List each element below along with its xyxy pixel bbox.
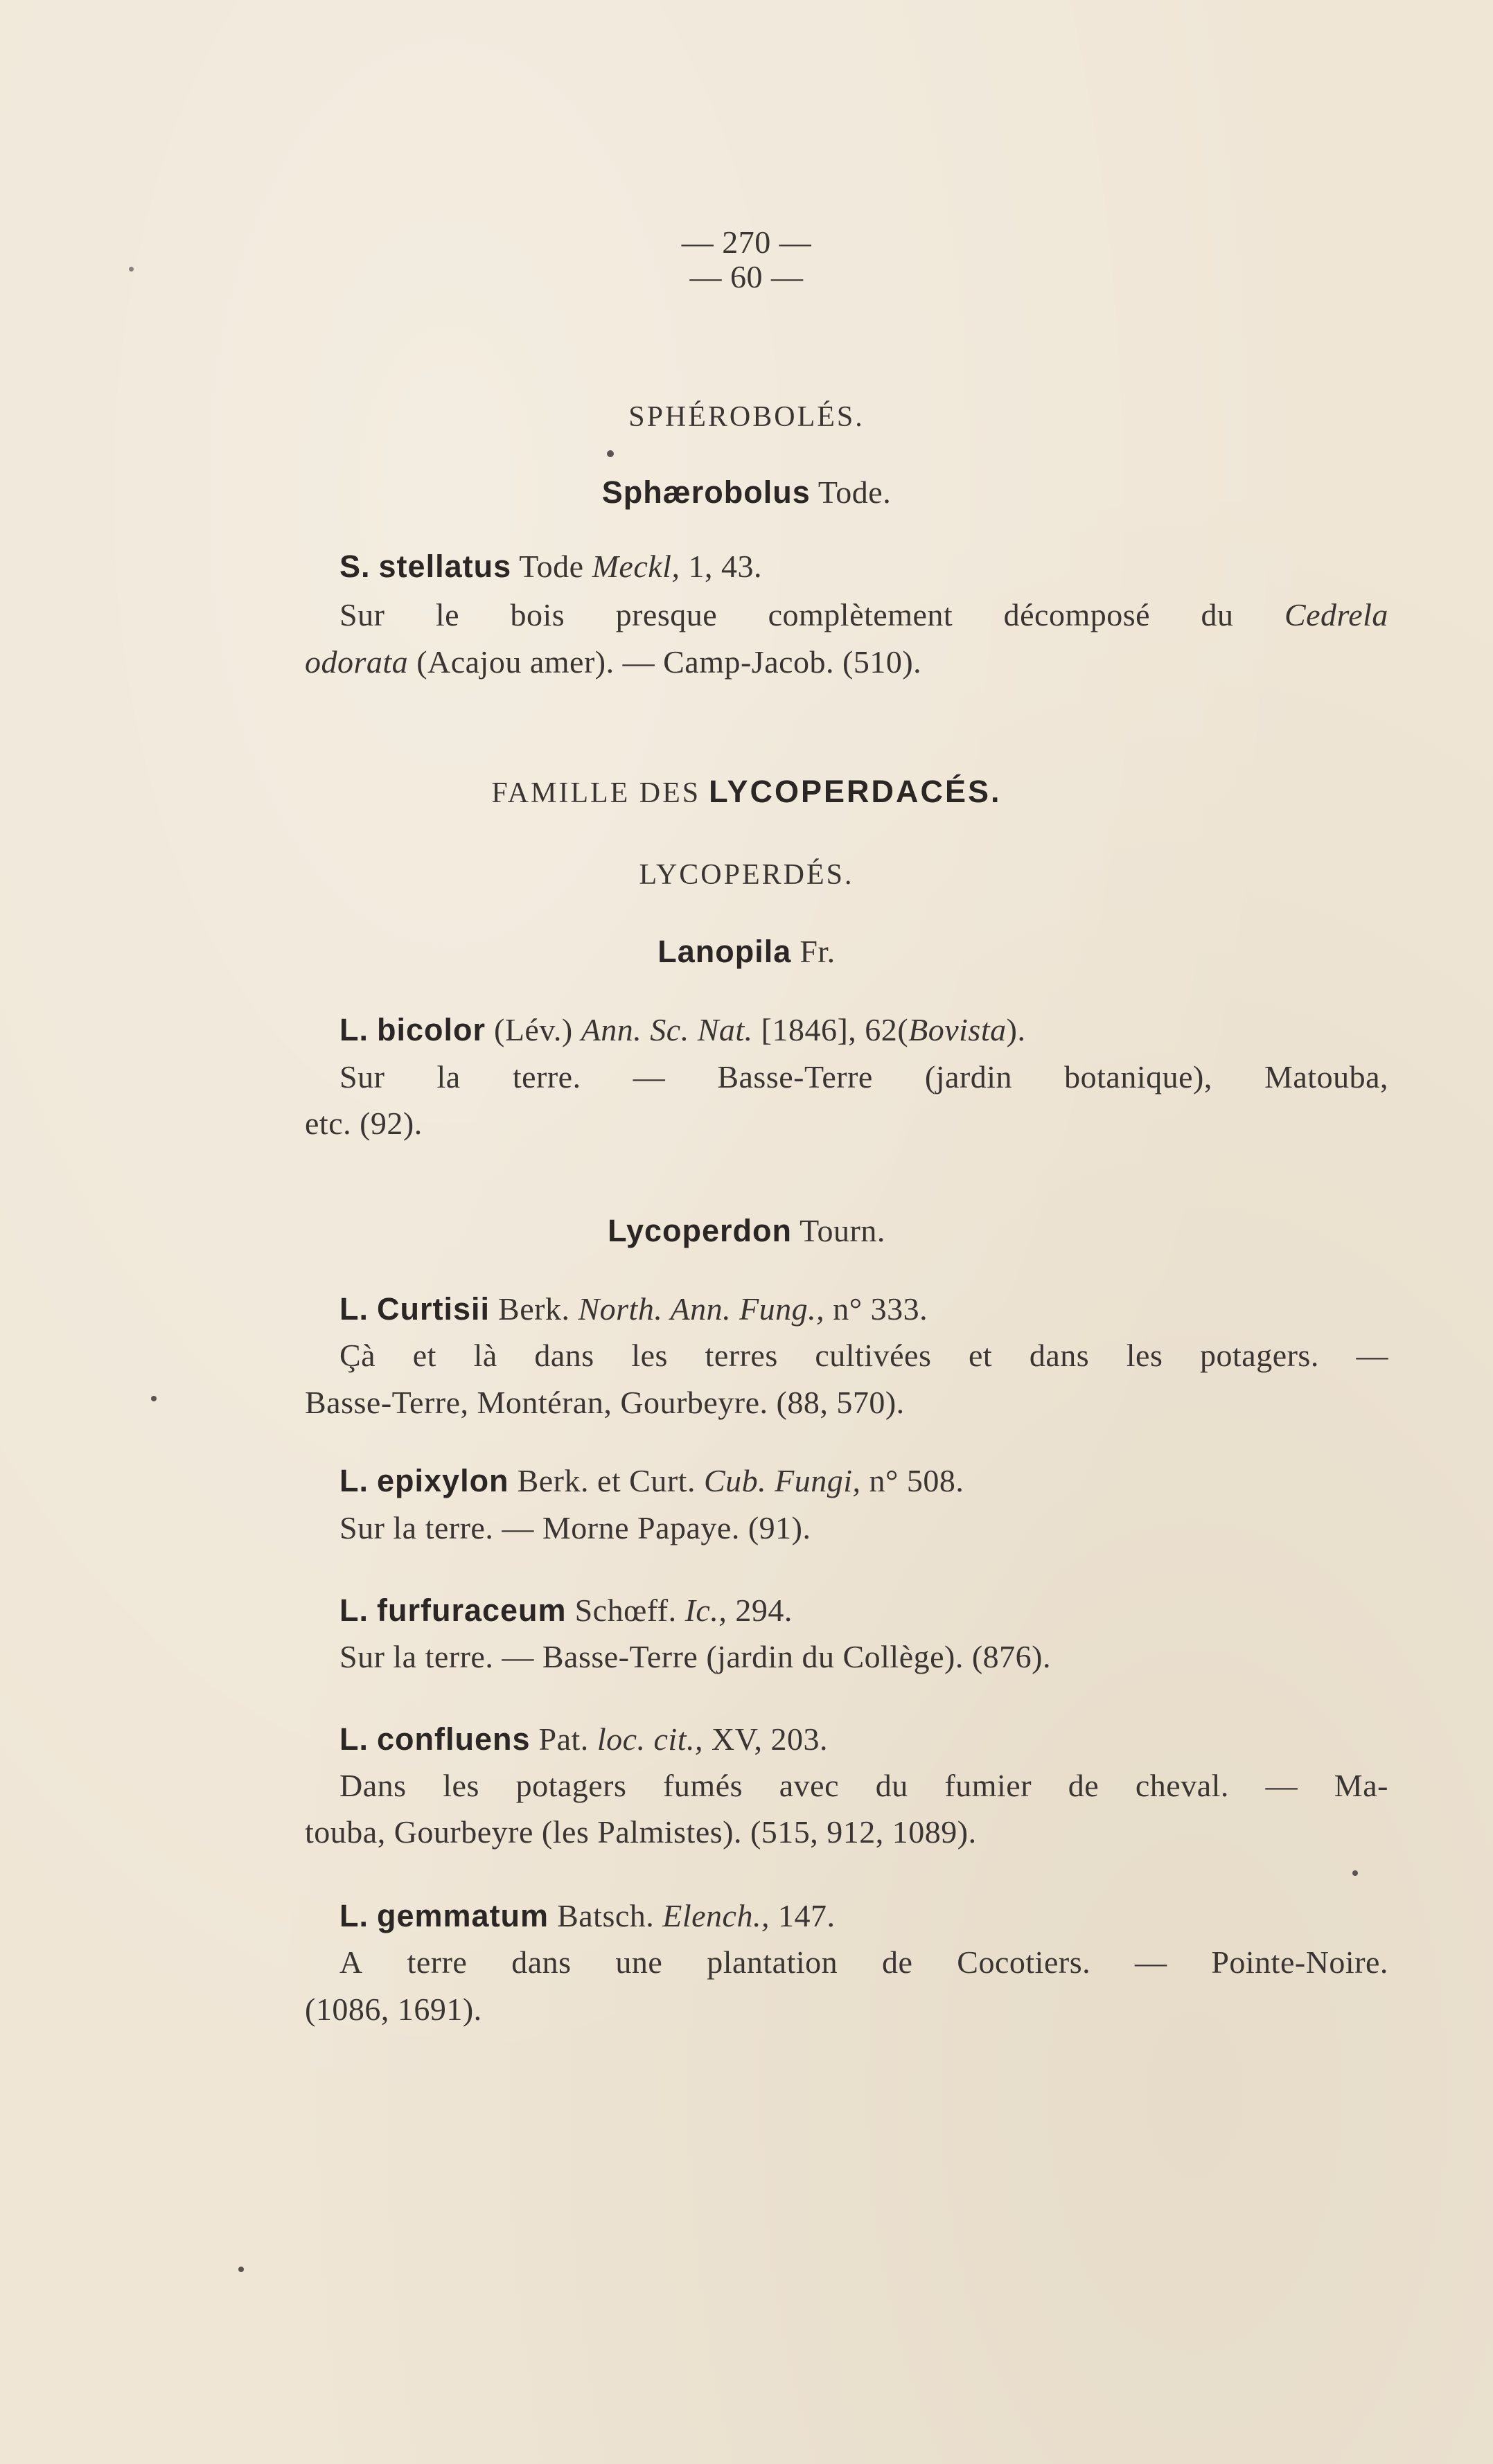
- word: Dans: [339, 1768, 407, 1803]
- word: de: [1068, 1768, 1099, 1803]
- word: dans: [1029, 1338, 1090, 1373]
- genus-author: Fr.: [799, 934, 836, 969]
- species-ref-italic: Cub. Fungi,: [703, 1463, 861, 1498]
- word: une: [615, 1944, 663, 1980]
- word: complètement: [768, 597, 953, 632]
- species-curtisii: [339, 1290, 928, 1329]
- word: (jardin: [924, 1059, 1013, 1094]
- word: potagers.: [1200, 1338, 1319, 1373]
- genus-lanopila: [0, 932, 1493, 971]
- genus-lycoperdon: [0, 1212, 1493, 1250]
- gemmatum-line2: [339, 1943, 1388, 1982]
- word: décomposé: [1003, 597, 1151, 632]
- word: et: [412, 1338, 436, 1373]
- word: —: [633, 1059, 666, 1094]
- species-ref-italic: loc. cit.,: [597, 1721, 703, 1757]
- species-ref-tail: 147.: [777, 1898, 836, 1933]
- species-author: Berk.: [498, 1291, 570, 1327]
- stellatus-line2: [339, 596, 1388, 635]
- species-ref-tail: 294.: [735, 1593, 793, 1628]
- species-confluens: [339, 1720, 828, 1759]
- word: les: [1126, 1338, 1163, 1373]
- genus-sphaerobolus: [0, 473, 1493, 512]
- species-bicolor: [339, 1011, 1025, 1049]
- print-speck: [238, 2267, 244, 2272]
- word: les: [631, 1338, 668, 1373]
- species-ref-italic: Ann. Sc. Nat.: [581, 1012, 753, 1047]
- species-name: gemmatum: [377, 1898, 549, 1933]
- stellatus-line3: [305, 643, 921, 682]
- host-name: odorata: [305, 644, 409, 680]
- word: dans: [534, 1338, 594, 1373]
- species-ref-tail: n° 333.: [833, 1291, 928, 1327]
- species-abbr: L.: [339, 1898, 369, 1933]
- print-speck: [151, 1396, 157, 1401]
- section-heading-spheroboles: SPHÉROBOLÉS.: [628, 401, 865, 433]
- species-name: furfuraceum: [377, 1593, 567, 1628]
- word: terre.: [512, 1059, 581, 1094]
- species-abbr: L.: [339, 1012, 369, 1047]
- word: botanique),: [1064, 1059, 1212, 1094]
- word: A: [339, 1944, 363, 1980]
- word: Sur: [339, 597, 385, 632]
- bicolor-line3: etc. (92).: [305, 1106, 423, 1141]
- section-heading-lycoperdes: LYCOPERDÉS.: [639, 859, 854, 891]
- species-ref-tail: n° 508.: [869, 1463, 964, 1498]
- species-author: (Lév.): [494, 1012, 573, 1047]
- page-number-second: — 60 —: [689, 259, 804, 294]
- word: de: [882, 1944, 913, 1980]
- word: cultivées: [815, 1338, 932, 1373]
- word: Çà: [339, 1338, 376, 1373]
- print-speck: [1352, 1870, 1358, 1876]
- word: Matouba,: [1264, 1059, 1388, 1094]
- species-epixylon: [339, 1462, 964, 1500]
- species-ref-tail: 1, 43.: [688, 549, 762, 584]
- paren: (: [897, 1012, 909, 1047]
- species-name: Curtisii: [377, 1291, 491, 1327]
- species-abbr: L.: [339, 1593, 369, 1628]
- species-gemmatum: [339, 1897, 835, 1935]
- species-author: Batsch.: [557, 1898, 655, 1933]
- word: —: [1134, 1944, 1167, 1980]
- genus-name: Sphærobolus: [601, 475, 811, 510]
- word: presque: [615, 597, 718, 632]
- word: terre: [407, 1944, 468, 1980]
- species-ref-italic: Ic.,: [684, 1593, 727, 1628]
- species-ref-italic: Elench.,: [662, 1898, 770, 1933]
- species-name: stellatus: [378, 549, 512, 584]
- species-ref-italic: North. Ann. Fung.,: [578, 1291, 825, 1327]
- bicolor-line2: [339, 1058, 1388, 1097]
- word: du: [1201, 597, 1234, 632]
- word: là: [473, 1338, 497, 1373]
- curtisii-line2: [339, 1336, 1388, 1375]
- epixylon-line2: Sur la terre. — Morne Papaye. (91).: [339, 1510, 811, 1545]
- species-abbr: S.: [339, 549, 371, 584]
- word: Cocotiers.: [957, 1944, 1091, 1980]
- word: terres: [705, 1338, 778, 1373]
- word: Cedrela: [1284, 597, 1388, 632]
- genus-name: Lanopila: [657, 934, 792, 969]
- family-prefix: FAMILLE DES: [491, 777, 701, 809]
- word: et: [968, 1338, 993, 1373]
- word: dans: [511, 1944, 572, 1980]
- word: avec: [779, 1768, 839, 1803]
- word: bois: [510, 597, 565, 632]
- curtisii-line3: Basse-Terre, Montéran, Gourbeyre. (88, 570).: [305, 1385, 905, 1420]
- family-heading: [0, 772, 1493, 813]
- locality: (Acajou amer). — Camp-Jacob. (510).: [416, 644, 922, 680]
- species-furfuraceum: [339, 1591, 793, 1630]
- species-name: confluens: [377, 1721, 531, 1757]
- print-speck: [607, 450, 614, 457]
- word: Basse-Terre: [717, 1059, 873, 1094]
- genus-author: Tode.: [818, 475, 892, 510]
- species-ref-italic: Meckl,: [592, 549, 680, 584]
- confluens-line2: [339, 1766, 1388, 1805]
- word: —: [1265, 1768, 1298, 1803]
- genus-author: Tourn.: [799, 1213, 885, 1248]
- furfuraceum-line2: Sur la terre. — Basse-Terre (jardin du Collège). (876).: [339, 1639, 1051, 1674]
- word: potagers: [515, 1768, 627, 1803]
- species-ref-italic-2: Bovista: [908, 1012, 1007, 1047]
- species-author: Berk. et Curt.: [517, 1463, 696, 1498]
- word: du: [875, 1768, 908, 1803]
- confluens-line3: touba, Gourbeyre (les Palmistes). (515, 912, 1089).: [305, 1814, 977, 1850]
- page-number-top: — 270 —: [681, 224, 812, 260]
- word: Ma-: [1334, 1768, 1388, 1803]
- species-author: Schœff.: [574, 1593, 677, 1628]
- species-author: Tode: [519, 549, 584, 584]
- print-speck: [129, 267, 134, 272]
- word: fumier: [944, 1768, 1032, 1803]
- paren: ).: [1006, 1012, 1026, 1047]
- word: —: [1356, 1338, 1388, 1373]
- species-abbr: L.: [339, 1291, 369, 1327]
- word: fumés: [663, 1768, 743, 1803]
- species-author: Pat.: [538, 1721, 589, 1757]
- word: Sur: [339, 1059, 385, 1094]
- species-ref-tail: XV, 203.: [712, 1721, 829, 1757]
- species-ref-mid: [1846], 62: [761, 1012, 898, 1047]
- species-abbr: L.: [339, 1721, 369, 1757]
- word: la: [436, 1059, 461, 1094]
- genus-name: Lycoperdon: [608, 1213, 792, 1248]
- word: cheval.: [1135, 1768, 1229, 1803]
- species-stellatus: [339, 547, 762, 586]
- species-abbr: L.: [339, 1463, 369, 1498]
- species-name: bicolor: [377, 1012, 486, 1047]
- word: Pointe-Noire.: [1211, 1944, 1388, 1980]
- family-name: LYCOPERDACÉS.: [709, 774, 1002, 809]
- word: le: [435, 597, 460, 632]
- gemmatum-line3: (1086, 1691).: [305, 1992, 482, 2027]
- word: plantation: [707, 1944, 838, 1980]
- word: les: [443, 1768, 479, 1803]
- species-name: epixylon: [377, 1463, 509, 1498]
